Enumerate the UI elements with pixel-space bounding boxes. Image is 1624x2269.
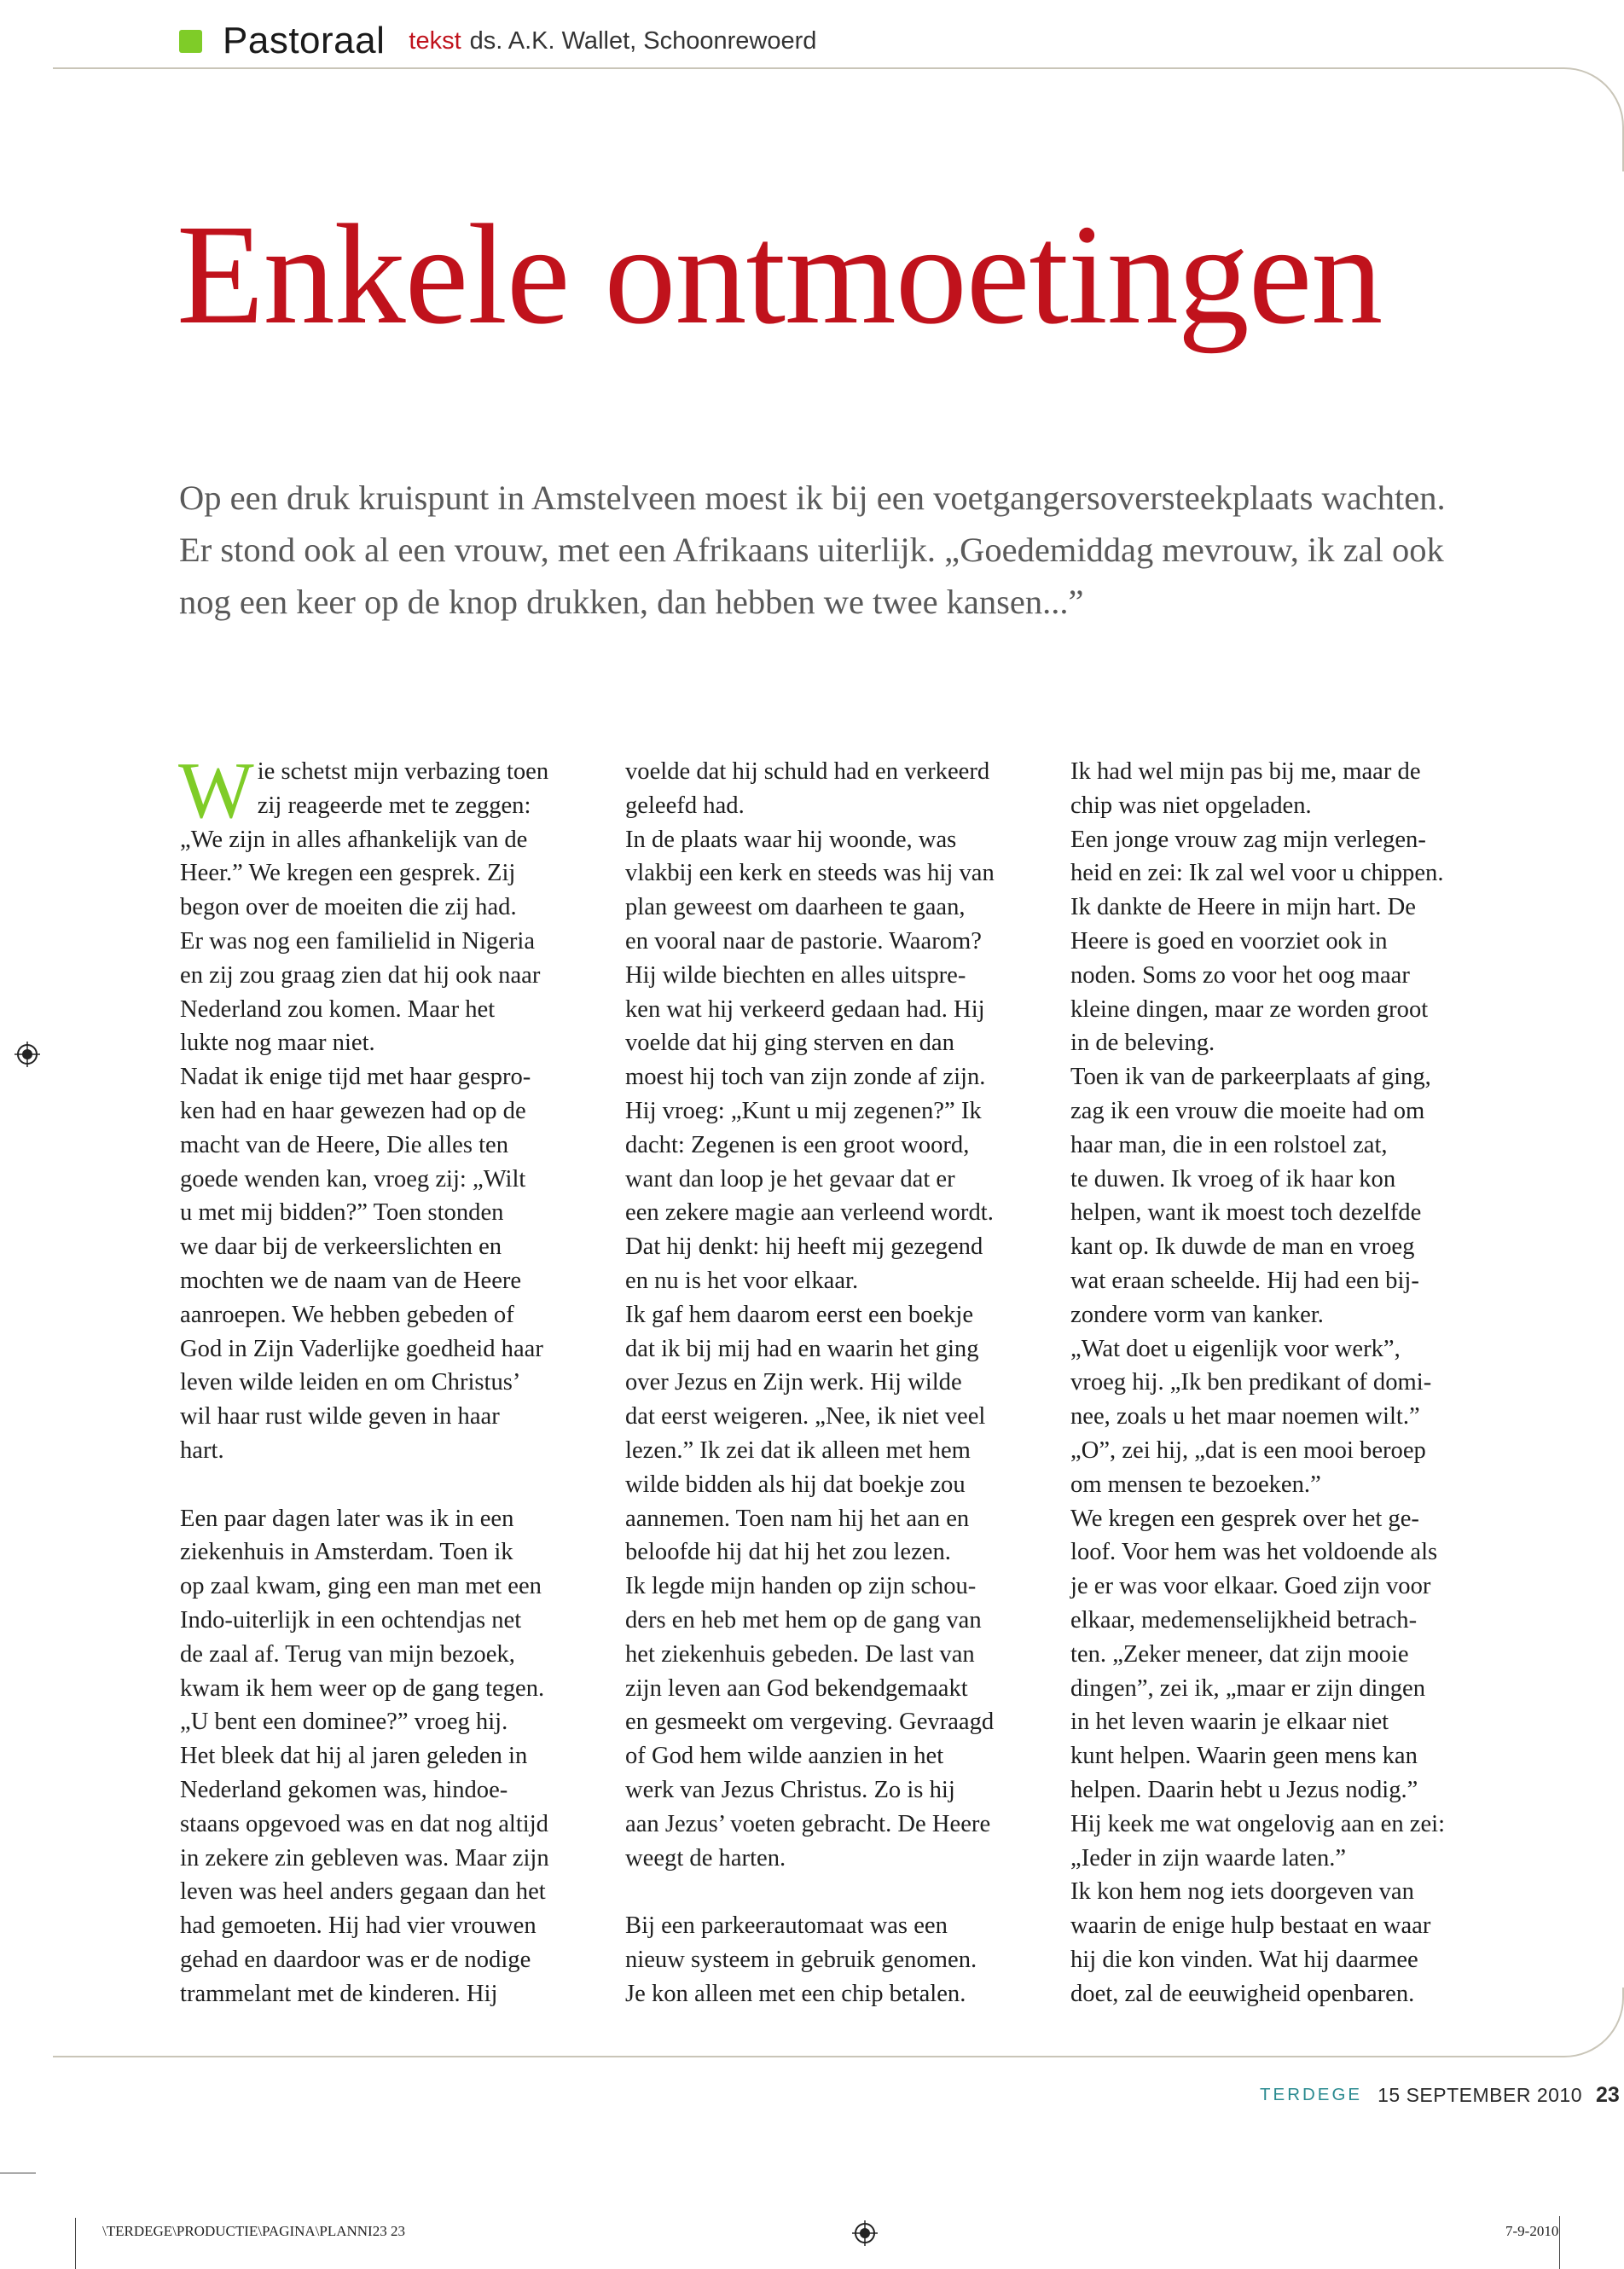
page-frame-bottom-line bbox=[53, 2056, 1537, 2057]
article-line: dat eerst weigeren. „Nee, ik niet veel bbox=[625, 1403, 986, 1430]
article-line: te duwen. Ik vroeg of ik haar kon bbox=[1070, 1165, 1396, 1193]
article-line: Ik legde mijn handen op zijn schou- bbox=[625, 1573, 977, 1600]
article-line: Toen ik van de parkeerplaats af ging, bbox=[1070, 1064, 1431, 1091]
article-line: aan Jezus’ voeten gebracht. De Heere bbox=[625, 1810, 991, 1837]
article-line: gehad en daardoor was er de nodige bbox=[180, 1946, 531, 1973]
article-line: zijn leven aan God bekendgemaakt bbox=[625, 1674, 968, 1702]
article-line: weegt de harten. bbox=[625, 1844, 786, 1871]
article-column-2 bbox=[625, 755, 1052, 2011]
article-line: leven was heel anders gegaan dan het bbox=[180, 1878, 546, 1906]
article-line: u met mij bidden?” Toen stonden bbox=[180, 1199, 504, 1227]
article-line: in het leven waarin je elkaar niet bbox=[1070, 1709, 1389, 1736]
article-line: Ik kon hem nog iets doorgeven van bbox=[1070, 1878, 1414, 1906]
article-line: of God hem wilde aanzien in het bbox=[625, 1743, 944, 1770]
paragraph-gap bbox=[625, 1875, 1052, 1909]
article-line: ten. „Zeker meneer, dat zijn mooie bbox=[1070, 1640, 1409, 1668]
article-line: Een paar dagen later was ik in een bbox=[180, 1505, 514, 1532]
article-line: ders en heb met hem op de gang van bbox=[625, 1606, 982, 1634]
article-line: Heere is goed en voorziet ook in bbox=[1070, 927, 1388, 955]
print-slug-path: \TERDEGE\PRODUCTIE\PAGINA\PLANNI23 23 bbox=[102, 2223, 405, 2239]
article-line: kwam ik hem weer op de gang tegen. bbox=[180, 1674, 545, 1702]
print-slug-date: 7-9-2010 bbox=[1505, 2223, 1559, 2239]
article-line: en vooral naar de pastorie. Waarom? bbox=[625, 927, 982, 955]
article-line: Nederland zou komen. Maar het bbox=[180, 995, 496, 1023]
article-line: goede wenden kan, vroeg zij: „Wilt bbox=[180, 1165, 526, 1193]
article-line: noden. Soms zo voor het oog maar bbox=[1070, 961, 1410, 989]
article-line: vroeg hij. „Ik ben predikant of domi- bbox=[1070, 1369, 1432, 1396]
article-line: „Ieder in zijn waarde laten.” bbox=[1070, 1844, 1347, 1871]
article-line: Het bleek dat hij al jaren geleden in bbox=[180, 1743, 528, 1770]
article-line: we daar bij de verkeerslichten en bbox=[180, 1233, 502, 1261]
magazine-name: TERDEGE bbox=[1260, 2085, 1363, 2104]
article-line: en zij zou graag zien dat hij ook naar bbox=[180, 961, 541, 989]
article-line: moest hij toch van zijn zonde af zijn. bbox=[625, 1064, 986, 1091]
article-line: geleefd had. bbox=[625, 792, 745, 819]
registration-mark-icon bbox=[14, 1042, 40, 1067]
article-line: staans opgevoed was en dat nog altijd bbox=[180, 1810, 548, 1837]
article-line: hart. bbox=[180, 1436, 224, 1464]
article-line: het ziekenhuis gebeden. De last van bbox=[625, 1640, 975, 1668]
article-line: hij die kon vinden. Wat hij daarmee bbox=[1070, 1946, 1418, 1973]
article-line: Indo-uiterlijk in een ochtendjas net bbox=[180, 1606, 522, 1634]
article-line: wat eraan scheelde. Hij had een bij- bbox=[1070, 1267, 1419, 1294]
article-line: Bij een parkeerautomaat was een bbox=[625, 1912, 948, 1940]
page-frame-top-corner bbox=[1520, 67, 1624, 171]
article-line: God in Zijn Vaderlijke goedheid haar bbox=[180, 1335, 543, 1362]
article-line: Hij keek me wat ongelovig aan en zei: bbox=[1070, 1810, 1446, 1837]
article-line: haar man, die in een rolstoel zat, bbox=[1070, 1131, 1388, 1158]
article-line: over Jezus en Zijn werk. Hij wilde bbox=[625, 1369, 962, 1396]
article-line: Een jonge vrouw zag mijn verlegen- bbox=[1070, 826, 1426, 853]
byline-label: tekst bbox=[409, 26, 461, 55]
drop-cap: W bbox=[178, 746, 254, 835]
article-line: je er was voor elkaar. Goed zijn voor bbox=[1070, 1573, 1431, 1600]
article-line: macht van de Heere, Die alles ten bbox=[180, 1131, 509, 1158]
article-line: We kregen een gesprek over het ge- bbox=[1070, 1505, 1419, 1532]
article-line: nieuw systeem in gebruik genomen. bbox=[625, 1946, 977, 1973]
article-line: ken wat hij verkeerd gedaan had. Hij bbox=[625, 995, 985, 1023]
article-line: wil haar rust wilde geven in haar bbox=[180, 1403, 500, 1430]
article-line: kant op. Ik duwde de man en vroeg bbox=[1070, 1233, 1415, 1261]
article-line: In de plaats waar hij woonde, was bbox=[625, 826, 957, 853]
article-line: helpen, want ik moest toch dezelfde bbox=[1070, 1199, 1422, 1227]
page-number: 23 bbox=[1596, 2082, 1620, 2107]
article-line: zag ik een vrouw die moeite had om bbox=[1070, 1097, 1425, 1124]
article-intro: Op een druk kruispunt in Amstelveen moest ik bij een voetgangersoversteekplaats wachten. Er stond ook al een vrouw, met een Afrikaans uiterlijk. „Goedemiddag mevrouw, ik zal ook nog een keer op de knop drukken, dan hebben we twee kansen...” bbox=[179, 479, 1446, 621]
issue-date: 15 SEPTEMBER 2010 bbox=[1378, 2083, 1583, 2106]
article-line: dacht: Zegenen is een groot woord, bbox=[625, 1131, 970, 1158]
article-line: „Wat doet u eigenlijk voor werk”, bbox=[1070, 1335, 1401, 1362]
article-line: Nadat ik enige tijd met haar gespro- bbox=[180, 1064, 531, 1091]
article-line: chip was niet opgeladen. bbox=[1070, 792, 1312, 819]
article-line: op zaal kwam, ging een man met een bbox=[180, 1573, 542, 1600]
page-frame-bottom-corner bbox=[1520, 1988, 1624, 2057]
page-frame-top-line bbox=[53, 67, 1537, 69]
article-line: Nederland gekomen was, hindoe- bbox=[180, 1776, 508, 1803]
article-line: „O”, zei hij, „dat is een mooi beroep bbox=[1070, 1436, 1426, 1464]
article-line: in de beleving. bbox=[1070, 1030, 1215, 1057]
article-line: kleine dingen, maar ze worden groot bbox=[1070, 995, 1429, 1023]
byline-author: ds. A.K. Wallet, Schoonrewoerd bbox=[469, 26, 817, 55]
article-line: om mensen te bezoeken.” bbox=[1070, 1471, 1321, 1498]
article-line: mochten we de naam van de Heere bbox=[180, 1267, 522, 1294]
article-line: dingen”, zei ik, „maar er zijn dingen bbox=[1070, 1674, 1426, 1702]
article-line: „We zijn in alles afhankelijk van de bbox=[180, 826, 528, 853]
article-line: in zekere zin gebleven was. Maar zijn bbox=[180, 1844, 549, 1871]
article-line: een zekere magie aan verleend wordt. bbox=[625, 1199, 994, 1227]
crop-mark bbox=[1559, 2216, 1560, 2269]
article-line: aanroepen. We hebben gebeden of bbox=[180, 1301, 514, 1328]
crop-mark bbox=[75, 2218, 76, 2269]
section-name: Pastoraal bbox=[223, 20, 386, 61]
article-line: vlakbij een kerk en steeds was hij van bbox=[625, 860, 995, 887]
article-line: lukte nog maar niet. bbox=[180, 1030, 375, 1057]
article-line: zondere vorm van kanker. bbox=[1070, 1301, 1324, 1328]
registration-mark-icon bbox=[852, 2220, 878, 2246]
article-line: dat ik bij mij had en waarin het ging bbox=[625, 1335, 979, 1362]
article-line: ken had en haar gewezen had op de bbox=[180, 1097, 526, 1124]
article-line: ziekenhuis in Amsterdam. Toen ik bbox=[180, 1539, 513, 1566]
article-line: Dat hij denkt: hij heeft mij gezegend bbox=[625, 1233, 983, 1261]
article-line: doet, zal de eeuwigheid openbaren. bbox=[1070, 1980, 1415, 2007]
article-line: trammelant met de kinderen. Hij bbox=[180, 1980, 498, 2007]
article-line: wilde bidden als hij dat boekje zou bbox=[625, 1471, 966, 1498]
article-line: waarin de enige hulp bestaat en waar bbox=[1070, 1912, 1431, 1940]
article-title: Enkele ontmoetingen bbox=[177, 195, 1383, 354]
article-line: helpen. Daarin hebt u Jezus nodig.” bbox=[1070, 1776, 1418, 1803]
article-line: beloofde hij dat hij het zou lezen. bbox=[625, 1539, 951, 1566]
section-color-square bbox=[179, 30, 202, 53]
article-line: Je kon alleen met een chip betalen. bbox=[625, 1980, 966, 2007]
article-line: Hij vroeg: „Kunt u mij zegenen?” Ik bbox=[625, 1097, 982, 1124]
article-line: heid en zei: Ik zal wel voor u chippen. bbox=[1070, 860, 1444, 887]
article-line: Hij wilde biechten en alles uitspre- bbox=[625, 961, 966, 989]
article-line: elkaar, medemenselijkheid betrach- bbox=[1070, 1606, 1418, 1634]
page-footer bbox=[1260, 2078, 1620, 2112]
article-line: begon over de moeiten die zij had. bbox=[180, 894, 517, 921]
article-line: loof. Voor hem was het voldoende als bbox=[1070, 1539, 1438, 1566]
article-line: en nu is het voor elkaar. bbox=[625, 1267, 859, 1294]
article-line: ie schetst mijn verbazing toen bbox=[257, 758, 549, 785]
article-line: zij reageerde met te zeggen: bbox=[257, 792, 531, 819]
article-line: werk van Jezus Christus. Zo is hij bbox=[625, 1776, 955, 1803]
article-line: plan geweest om daarheen te gaan, bbox=[625, 894, 966, 921]
article-column-1 bbox=[178, 746, 606, 2011]
article-line: want dan loop je het gevaar dat er bbox=[625, 1165, 955, 1193]
paragraph-gap bbox=[180, 1468, 606, 1502]
article-line: Ik dankte de Heere in mijn hart. De bbox=[1070, 894, 1416, 921]
article-line: Ik had wel mijn pas bij me, maar de bbox=[1070, 758, 1421, 785]
article-line: lezen.” Ik zei dat ik alleen met hem bbox=[625, 1436, 971, 1464]
article-line: aannemen. Toen nam hij het aan en bbox=[625, 1505, 970, 1532]
article-column-3 bbox=[1070, 755, 1497, 2011]
article-line: leven wilde leiden en om Christus’ bbox=[180, 1369, 521, 1396]
article-line: had gemoeten. Hij had vier vrouwen bbox=[180, 1912, 536, 1940]
article-line: „U bent een dominee?” vroeg hij. bbox=[180, 1709, 508, 1736]
article-line: nee, zoals u het maar noemen wilt.” bbox=[1070, 1403, 1420, 1430]
article-line: Er was nog een familielid in Nigeria bbox=[180, 927, 536, 955]
article-line: en gesmeekt om vergeving. Gevraagd bbox=[625, 1709, 995, 1736]
section-header bbox=[179, 15, 816, 67]
article-line: voelde dat hij schuld had en verkeerd bbox=[625, 758, 990, 785]
article-line: Ik gaf hem daarom eerst een boekje bbox=[625, 1301, 974, 1328]
article-line: voelde dat hij ging sterven en dan bbox=[625, 1030, 954, 1057]
article-line: de zaal af. Terug van mijn bezoek, bbox=[180, 1640, 515, 1668]
article-line: Heer.” We kregen een gesprek. Zij bbox=[180, 860, 516, 887]
article-line: kunt helpen. Waarin geen mens kan bbox=[1070, 1743, 1418, 1770]
